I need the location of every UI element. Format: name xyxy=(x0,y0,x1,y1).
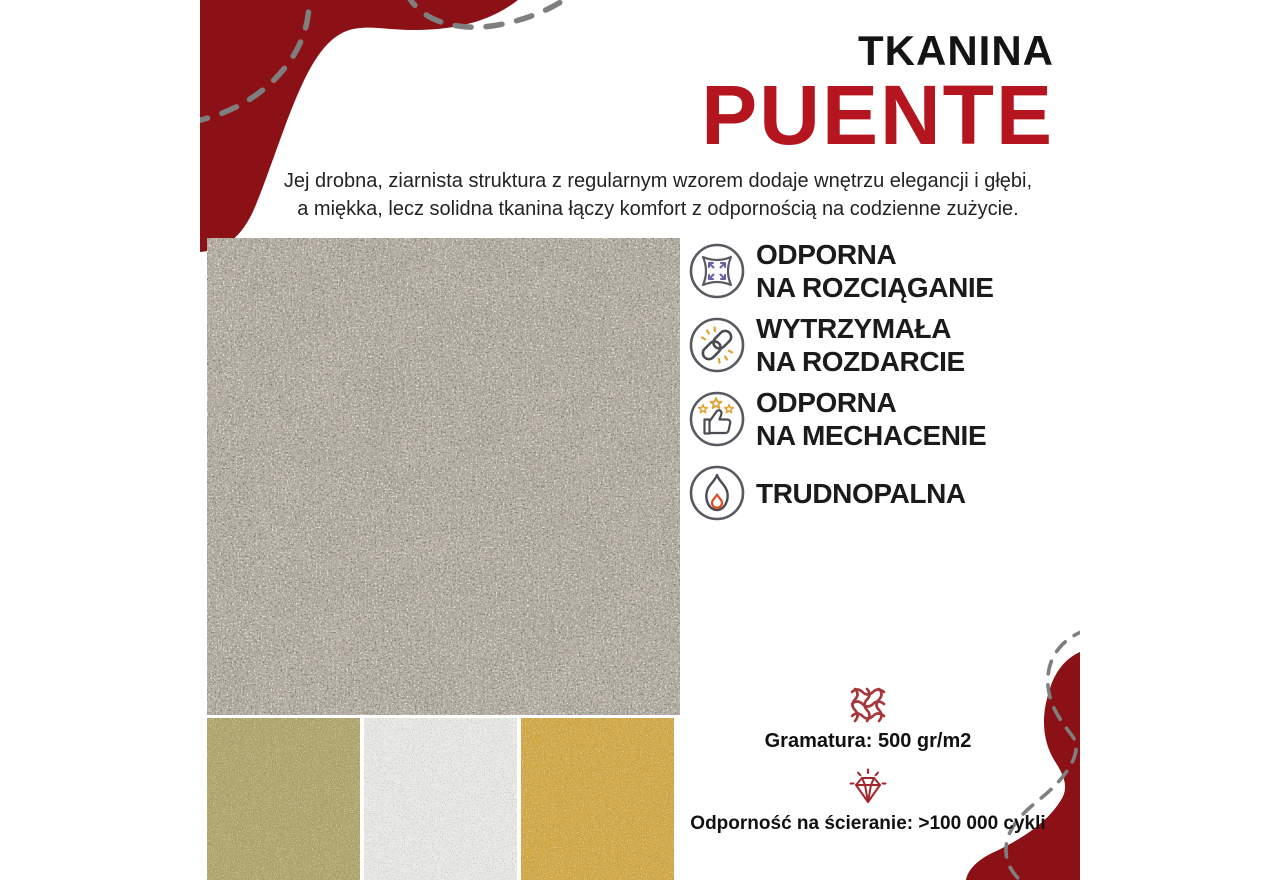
fabric-swatch-main xyxy=(207,238,680,715)
spec-weight xyxy=(660,684,1076,753)
title-block xyxy=(701,27,1054,162)
chain-link-icon xyxy=(688,316,746,374)
description xyxy=(236,167,1080,223)
design-area xyxy=(200,0,1080,880)
stretch-pillow-icon xyxy=(688,242,746,300)
diamond-icon xyxy=(848,767,888,809)
feature-stretch xyxy=(688,239,994,303)
fabric-swatch-light-grey xyxy=(364,718,517,880)
feature-tear-resistant xyxy=(688,313,994,377)
spec-abrasion xyxy=(660,767,1076,835)
variant-swatches xyxy=(207,718,674,880)
page-title: PUENTE xyxy=(701,68,1054,162)
feature-flame-retardant xyxy=(688,464,994,522)
fabric-swatch-olive xyxy=(207,718,360,880)
feature-text: ODPORNA NA MECHACENIE xyxy=(756,387,987,451)
thumb-stars-icon xyxy=(688,390,746,448)
description-line-2: a miękka, lecz solidna tkanina łączy komfort z odpornością na codzienne zużycie. xyxy=(297,198,1019,220)
description-line-1: Jej drobna, ziarnista struktura z regularnym wzorem dodaje wnętrzu elegancji i głębi, xyxy=(283,170,1033,192)
feature-anti-pilling xyxy=(688,387,994,451)
feature-list xyxy=(688,239,994,538)
feature-text: ODPORNA NA ROZCIĄGANIE xyxy=(756,239,994,303)
weave-icon xyxy=(847,684,889,726)
flame-icon xyxy=(688,464,746,522)
fabric-word: TKANINA xyxy=(858,27,1054,74)
fabric-swatch-gold xyxy=(521,718,674,880)
feature-text: TRUDNOPALNA xyxy=(756,477,966,509)
spec-weight-label: Gramatura: 500 gr/m2 xyxy=(764,730,972,752)
content-layer xyxy=(200,0,1080,880)
feature-text: WYTRZYMAŁA NA ROZDARCIE xyxy=(756,313,965,377)
spec-block xyxy=(660,684,1076,849)
spec-abrasion-label: Odporność na ścieranie: >100 000 cykli xyxy=(690,813,1046,834)
